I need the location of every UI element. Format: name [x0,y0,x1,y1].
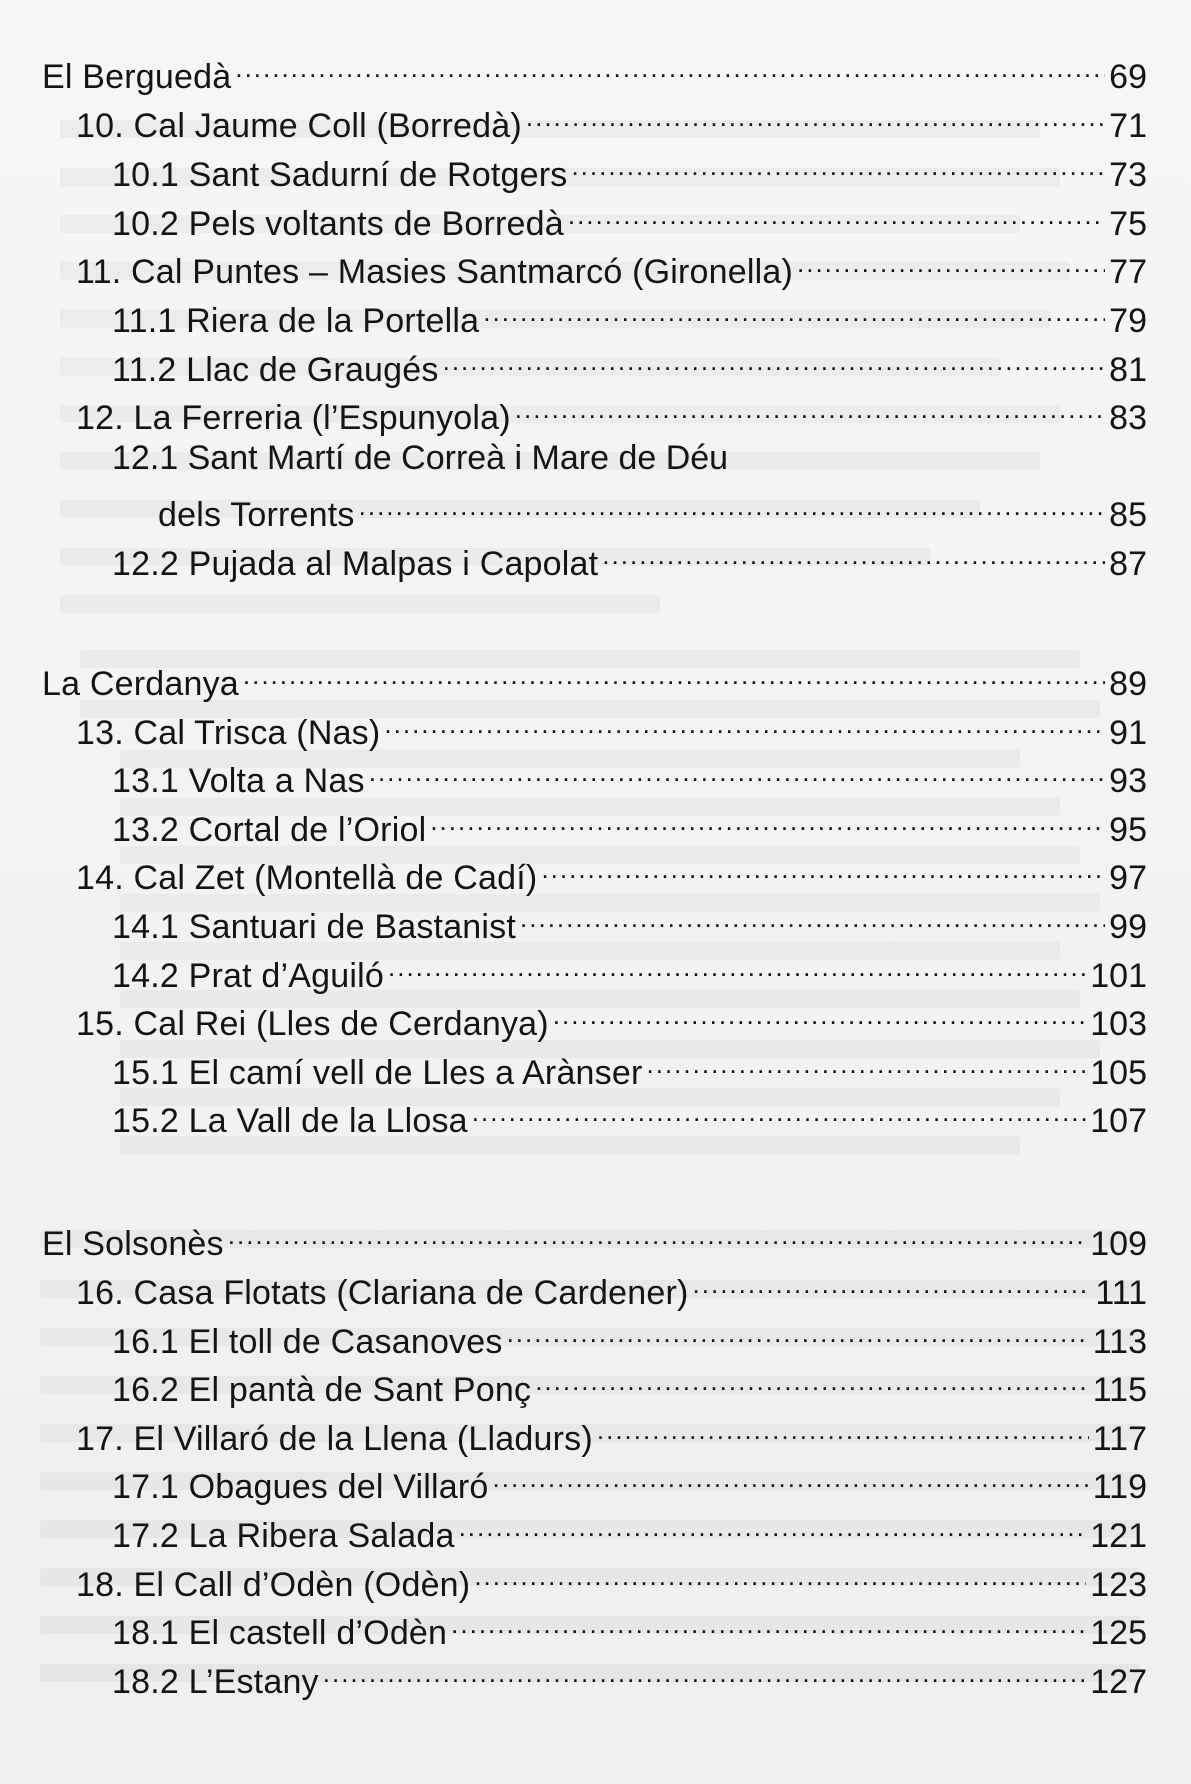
toc-page-number: 83 [1109,399,1147,437]
dot-leader [507,1313,1089,1353]
toc-page-number: 113 [1092,1323,1147,1361]
toc-page-number: 123 [1090,1566,1147,1604]
toc-entry [76,704,1147,752]
toc-entry [76,389,1147,437]
toc-label: 15. Cal Rei (Lles de Cerdanya) [76,1005,549,1043]
dot-leader [369,752,1105,792]
toc-entry [112,341,1147,389]
dot-leader [359,486,1106,526]
toc-entry [76,1410,1147,1458]
toc-region-solsones [42,1215,1147,1263]
toc-label: 15.1 El camí vell de Lles a Arànser [112,1054,643,1092]
toc-page-number: 115 [1092,1371,1147,1409]
toc-label: 10. Cal Jaume Coll (Borredà) [76,107,522,145]
toc-entry [112,1044,1147,1092]
toc-entry [76,849,1147,897]
dot-leader [647,1044,1087,1084]
dot-leader [493,1458,1089,1498]
toc-entry [112,146,1147,194]
dot-leader [515,389,1105,429]
dot-leader [235,48,1105,88]
toc-label: El Berguedà [42,58,232,96]
toc-entry [112,898,1147,946]
toc-page-number: 75 [1109,205,1147,243]
toc-page-number: 107 [1090,1102,1147,1140]
toc-entry [112,1507,1147,1555]
toc-entry [158,486,1147,534]
dot-leader [474,1556,1086,1596]
toc-page-number: 101 [1090,957,1147,995]
toc-label: 17.2 La Ribera Salada [112,1517,455,1555]
dot-leader [228,1215,1087,1255]
dot-leader [553,995,1086,1035]
toc-page-number: 119 [1092,1468,1147,1506]
toc-label: 16.1 El toll de Casanoves [112,1323,503,1361]
toc-entry [112,1653,1147,1701]
dot-leader [571,146,1105,186]
toc-entry [112,535,1147,583]
toc-entry [112,801,1147,849]
toc-entry [76,1556,1147,1604]
toc-page-number: 77 [1109,253,1147,291]
toc-page-number: 127 [1090,1663,1147,1701]
toc-page-number: 97 [1109,859,1147,897]
toc-page-number: 81 [1109,351,1147,389]
toc-label: 11. Cal Puntes – Masies Santmarcó (Gironella) [76,253,794,291]
toc-entry [112,752,1147,800]
toc-label: El Solsonès [42,1225,224,1263]
toc-entry [112,1361,1147,1409]
toc-label: 15.2 La Vall de la Llosa [112,1102,468,1140]
dot-leader [388,947,1086,987]
toc-page-number: 85 [1109,496,1147,534]
toc-label: 13.1 Volta a Nas [112,762,365,800]
dot-leader [597,1410,1089,1450]
toc-label: 16.2 El pantà de Sant Ponç [112,1371,532,1409]
toc-label: 17.1 Obagues del Villaró [112,1468,489,1506]
toc-label: 10.1 Sant Sadurní de Rotgers [112,156,568,194]
toc-label: 18. El Call d’Odèn (Odèn) [76,1566,471,1604]
toc-page-number: 79 [1109,302,1147,340]
dot-leader [243,655,1105,695]
toc-label: 14.2 Prat d’Aguiló [112,957,384,995]
toc-entry [76,97,1147,145]
toc-page-number: 93 [1109,762,1147,800]
toc-label: 12. La Ferreria (l’Espunyola) [76,399,511,437]
toc-entry [112,1313,1147,1361]
toc-page-number: 125 [1090,1614,1147,1652]
dot-leader [797,243,1105,283]
toc-page-number: 71 [1109,107,1147,145]
dot-leader [459,1507,1087,1547]
toc-page-number: 99 [1109,908,1147,946]
toc-label: 12.2 Pujada al Malpas i Capolat [112,545,599,583]
toc-label: 18.2 L’Estany [112,1663,319,1701]
toc-entry [112,1092,1147,1140]
dot-leader [520,898,1105,938]
toc-label: 17. El Villaró de la Llena (Lladurs) [76,1420,593,1458]
toc-page-number: 69 [1109,58,1147,96]
toc-region-cerdanya [42,655,1147,703]
dot-leader [568,195,1105,235]
toc-page-number: 117 [1092,1420,1147,1458]
dot-leader [602,535,1105,575]
toc-page-number: 105 [1090,1054,1147,1092]
toc-page-number: 91 [1109,714,1147,752]
dot-leader [323,1653,1087,1693]
toc-page-number: 73 [1109,156,1147,194]
toc-label: 16. Casa Flotats (Clariana de Cardener) [76,1274,689,1312]
toc-page-number: 109 [1090,1225,1147,1263]
toc-entry [76,1264,1147,1312]
dot-leader [472,1092,1087,1132]
toc-label: 14. Cal Zet (Montellà de Cadí) [76,859,538,897]
toc-page-number: 121 [1090,1517,1147,1555]
toc-label: 13.2 Cortal de l’Oriol [112,811,427,849]
toc-entry [112,1458,1147,1506]
toc-page-number: 89 [1109,665,1147,703]
toc-page-number: 111 [1095,1274,1147,1312]
dot-leader [541,849,1105,889]
toc-entry [112,1604,1147,1652]
toc-label: 13. Cal Trisca (Nas) [76,714,381,752]
toc-entry-line1: 12.1 Sant Martí de Correà i Mare de Déu [112,439,729,477]
toc-label: 18.1 El castell d’Odèn [112,1614,448,1652]
toc-label: 14.1 Santuari de Bastanist [112,908,517,946]
toc-entry [112,195,1147,243]
toc-entry [112,947,1147,995]
toc-page-number: 95 [1109,811,1147,849]
dot-leader [483,292,1105,332]
dot-leader [693,1264,1092,1304]
toc-entry [76,995,1147,1043]
toc-entry [112,292,1147,340]
toc-label: 10.2 Pels voltants de Borredà [112,205,564,243]
dot-leader [535,1361,1089,1401]
dot-leader [430,801,1105,841]
dot-leader [443,341,1106,381]
toc-region-bergueda [42,48,1147,96]
toc-page-number: 87 [1109,545,1147,583]
toc-label: dels Torrents [158,496,355,534]
dot-leader [451,1604,1086,1644]
toc-page-number: 103 [1090,1005,1147,1043]
toc-entry [76,243,1147,291]
toc-label: 11.1 Riera de la Portella [112,302,480,340]
toc-label: 11.2 Llac de Graugés [112,351,439,389]
toc-label: La Cerdanya [42,665,239,703]
dot-leader [384,704,1105,744]
dot-leader [526,97,1105,137]
